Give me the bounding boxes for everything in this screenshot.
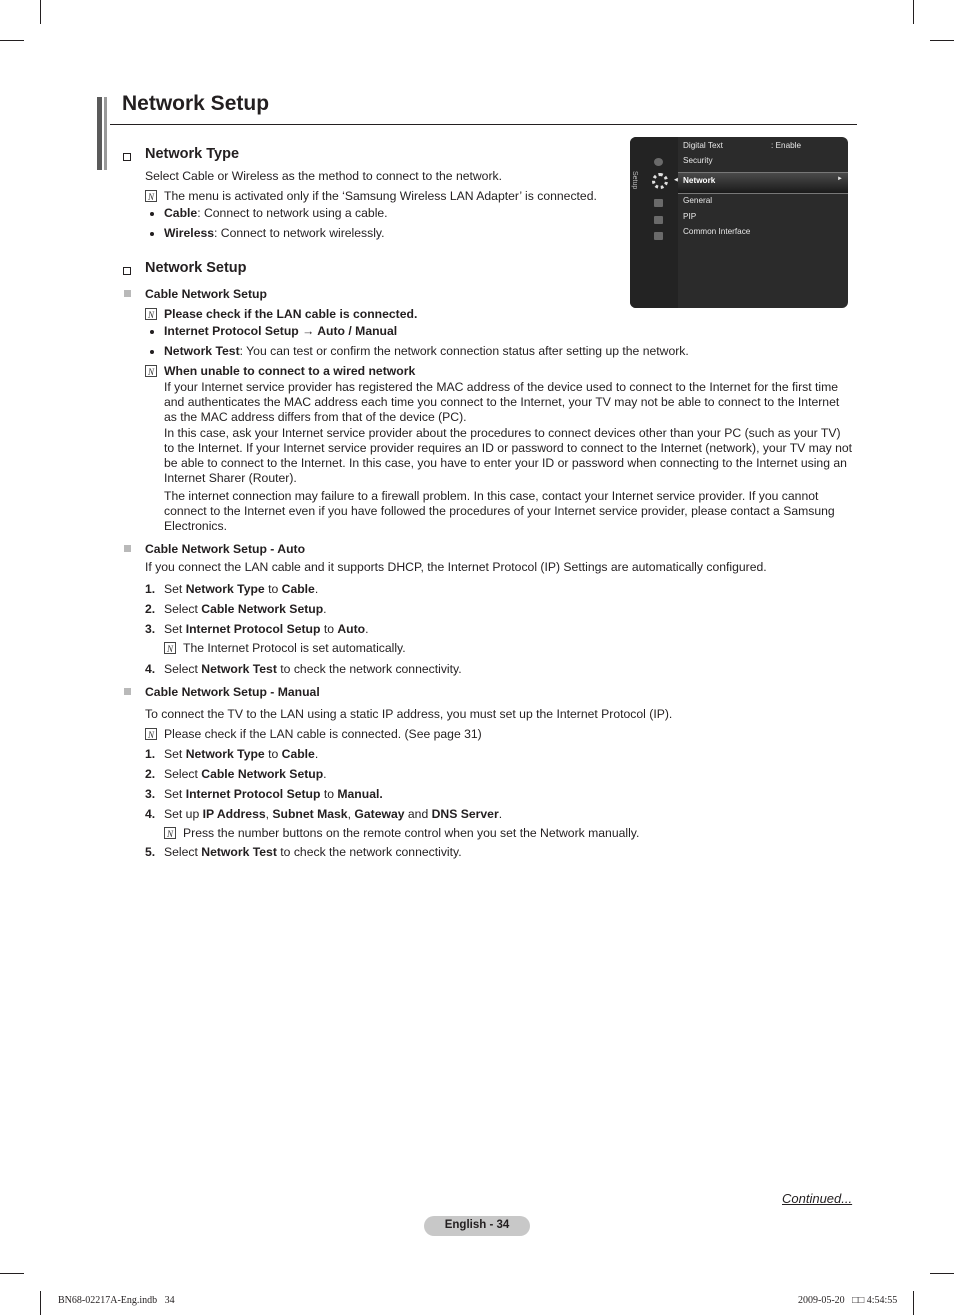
- title-rule: [110, 124, 857, 125]
- wired-note-heading: When unable to connect to a wired network: [164, 364, 416, 378]
- crop-mark: [930, 40, 954, 41]
- manual-intro: To connect the TV to the LAN using a static IP address, you must set up the Internet Protocol (IP).: [145, 707, 673, 721]
- step-number: 5.: [145, 845, 156, 859]
- section-bullet: [123, 267, 131, 275]
- network-type-intro: Select Cable or Wireless as the method to connect to the network.: [145, 169, 503, 183]
- tv-menu-screenshot: [630, 137, 848, 308]
- tv-menu-side-label: Setup: [631, 171, 638, 190]
- bullet-dot: [150, 350, 154, 354]
- support-icon: [654, 232, 663, 240]
- cable-network-setup-heading: Cable Network Setup: [145, 287, 267, 301]
- tv-menu-item-digital-text: Digital Text: [683, 141, 723, 150]
- title-bar-mark: [97, 97, 102, 170]
- bullet-network-test: Network Test: You can test or confirm the network connection status after setting up the network.: [164, 344, 689, 358]
- chevron-right-icon: ►: [837, 176, 843, 182]
- input-icon: [654, 216, 663, 224]
- auto-intro: If you connect the LAN cable and it supports DHCP, the Internet Protocol (IP) Settings are automatically configured.: [145, 560, 767, 574]
- sub-bullet: [124, 688, 131, 695]
- note-icon: N: [145, 365, 157, 377]
- crop-mark: [930, 1273, 954, 1274]
- sub-bullet: [124, 290, 131, 297]
- crop-mark: [913, 1291, 914, 1315]
- tv-menu-item-network: Network: [683, 176, 716, 185]
- wired-note-paragraph-2: The internet connection may failure to a firewall problem. In this case, contact your Internet service provider. If you cannot connect to the Internet even if you have followed the procedures of your Internet service provider, please contact a Samsung Electronics.: [164, 489, 835, 534]
- tv-menu-item-common-interface: Common Interface: [683, 227, 751, 236]
- note-icon: N: [145, 308, 157, 320]
- section-bullet: [123, 153, 131, 161]
- step-number: 1.: [145, 582, 156, 596]
- print-info-right: 2009-05-20 □□ 4:54:55: [798, 1295, 898, 1306]
- auto-step-3-note: The Internet Protocol is set automatically.: [183, 641, 406, 655]
- note-icon: N: [164, 827, 176, 839]
- note-icon: N: [145, 190, 157, 202]
- bullet-dot: [150, 212, 154, 216]
- tv-menu-item-pip: PIP: [683, 212, 697, 221]
- crop-mark: [40, 1291, 41, 1315]
- step-number: 2.: [145, 767, 156, 781]
- manual-heading: Cable Network Setup - Manual: [145, 685, 320, 699]
- bullet-dot: [150, 330, 154, 334]
- manual-note: Please check if the LAN cable is connected. (See page 31): [164, 727, 482, 741]
- crop-mark: [0, 1273, 24, 1274]
- auto-step-1: Set Network Type to Cable.: [164, 582, 319, 596]
- tv-menu-digital-text-value: : Enable: [771, 141, 802, 150]
- manual-step-2: Select Cable Network Setup.: [164, 767, 327, 781]
- network-type-heading: Network Type: [145, 146, 240, 162]
- crop-mark: [0, 40, 24, 41]
- note-icon: N: [164, 642, 176, 654]
- tv-menu-item-security: Security: [683, 156, 713, 165]
- chevron-left-icon: ◀: [674, 177, 678, 183]
- picture-icon: [654, 158, 663, 166]
- setup-gear-icon: [652, 173, 668, 189]
- note-icon: N: [145, 728, 157, 740]
- bullet-dot: [150, 232, 154, 236]
- print-info-left: BN68-02217A-Eng.indb 34: [58, 1295, 175, 1306]
- wired-note-paragraph-1: If your Internet service provider has registered the MAC address of the device used to connect to the Internet for the first time and authenticates the MAC address each time you connect to the Internet, your TV may not be able to connect to the Internet as the MAC address differs from that of the device (PC). In this case, ask your Internet service provider about the procedures to connect devices other than your PC (such as your TV) to the Internet. If your Internet service provider requires an ID or password to connect to the Internet (network), your TV may not be able to connect to the Internet. In this case, you have to enter your ID or password when connecting to the Internet using an Internet Sharer (Router).: [164, 380, 853, 486]
- auto-step-4: Select Network Test to check the network connectivity.: [164, 662, 462, 676]
- manual-step-4-note: Press the number buttons on the remote control when you set the Network manually.: [183, 826, 640, 840]
- manual-step-5: Select Network Test to check the network connectivity.: [164, 845, 462, 859]
- title-bar-mark: [104, 97, 107, 170]
- step-number: 1.: [145, 747, 156, 761]
- step-number: 4.: [145, 662, 156, 676]
- auto-step-3: Set Internet Protocol Setup to Auto.: [164, 622, 369, 636]
- cable-note: Please check if the LAN cable is connected.: [164, 307, 418, 321]
- auto-step-2: Select Cable Network Setup.: [164, 602, 327, 616]
- manual-step-4: Set up IP Address, Subnet Mask, Gateway and DNS Server.: [164, 807, 503, 821]
- page-number: English - 34: [444, 1219, 510, 1231]
- tv-menu-item-general: General: [683, 196, 713, 205]
- sub-bullet: [124, 545, 131, 552]
- step-number: 2.: [145, 602, 156, 616]
- channel-icon: [654, 199, 663, 207]
- manual-step-3: Set Internet Protocol Setup to Manual.: [164, 787, 383, 801]
- page-title: Network Setup: [122, 92, 270, 115]
- network-setup-heading: Network Setup: [145, 260, 247, 276]
- continued-label: Continued...: [782, 1191, 853, 1206]
- crop-mark: [40, 0, 41, 24]
- step-number: 3.: [145, 622, 156, 636]
- manual-step-1: Set Network Type to Cable.: [164, 747, 319, 761]
- auto-heading: Cable Network Setup - Auto: [145, 542, 306, 556]
- bullet-wireless: Wireless: Connect to network wirelessly.: [164, 226, 385, 240]
- step-number: 3.: [145, 787, 156, 801]
- network-type-note: The menu is activated only if the ‘Samsung Wireless LAN Adapter’ is connected.: [164, 189, 597, 203]
- step-number: 4.: [145, 807, 156, 821]
- bullet-cable: Cable: Connect to network using a cable.: [164, 206, 388, 220]
- crop-mark: [913, 0, 914, 24]
- bullet-ip-setup: Internet Protocol Setup → Auto / Manual: [164, 324, 398, 338]
